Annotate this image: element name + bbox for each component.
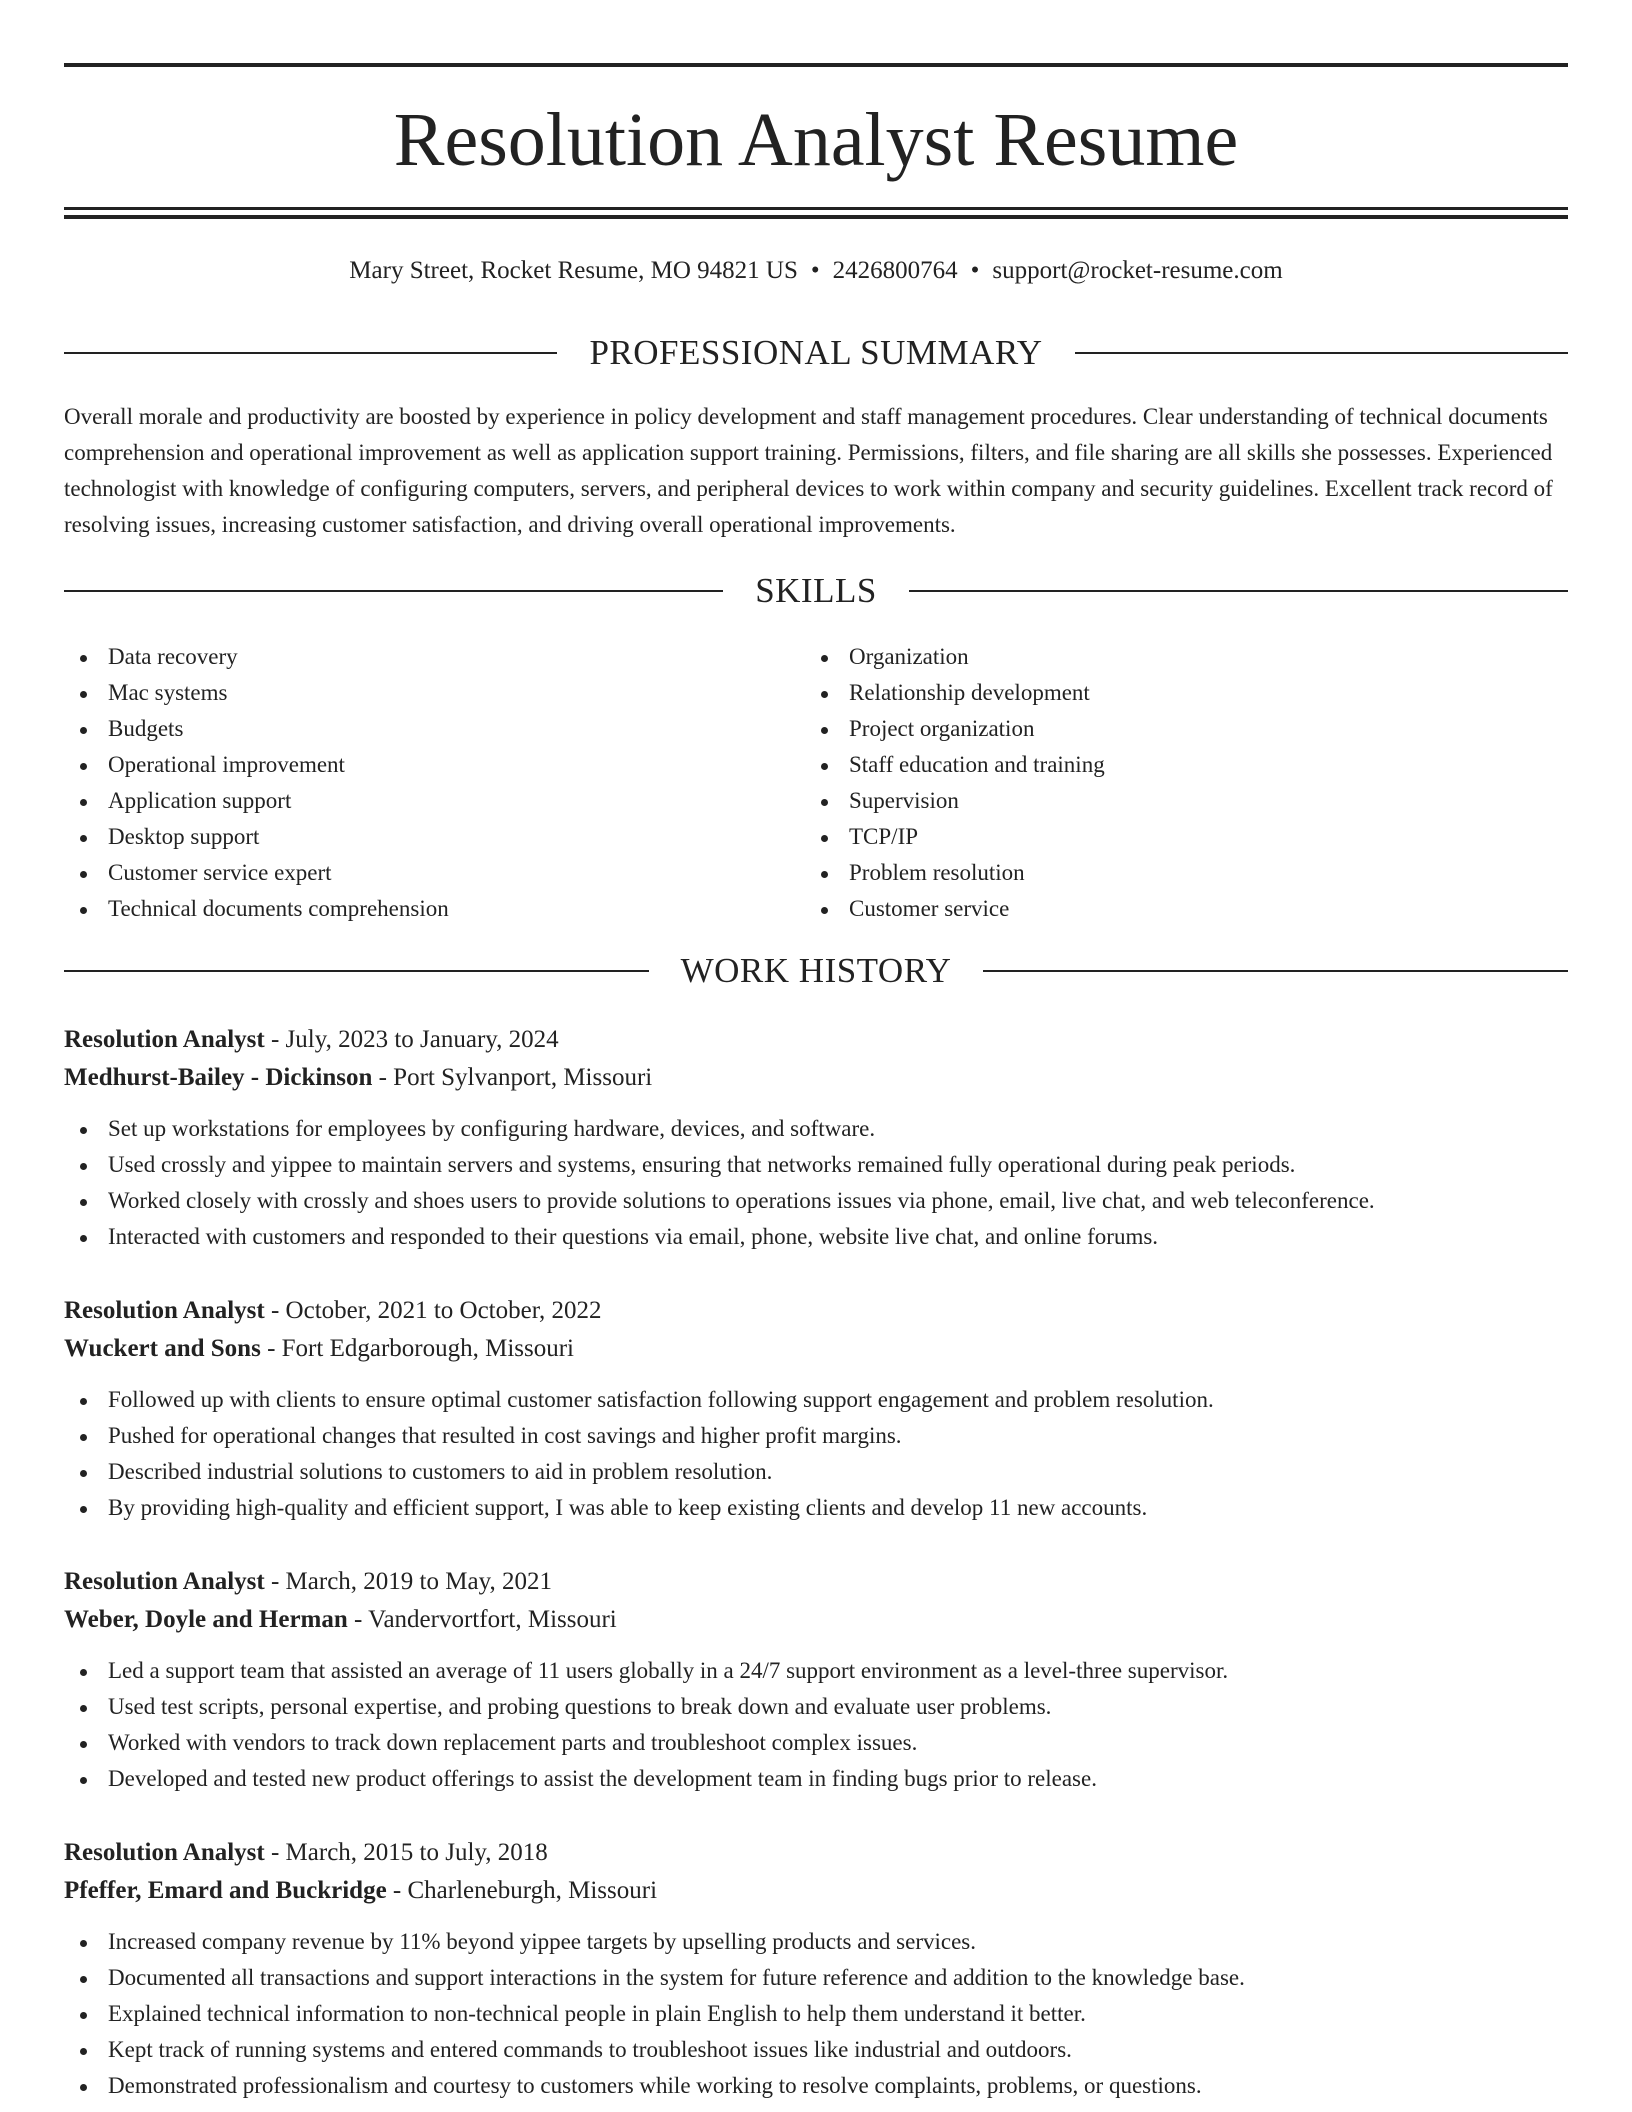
summary-paragraph: Overall morale and productivity are boosted by experience in policy development and staff management procedures. Clear understanding of technical documents comprehension and operational improvement as well as application support training. Permissions, filters, and file sharing are all skills she possesses. Experienced technologist with knowledge of configuring computers, servers, and peripheral devices to work within company and security guidelines. Excellent track record of resolving issues, increasing customer satisfaction, and driving overall operational improvements. bbox=[64, 404, 1553, 537]
job-bullet: Interacted with customers and responded to their questions via email, phone, website live chat, and online forums. bbox=[64, 1219, 1568, 1255]
section-heading-work-history bbox=[64, 950, 1568, 992]
skill-item: Data recovery bbox=[64, 639, 449, 675]
job-bullet: Used crossly and yippee to maintain servers and systems, ensuring that networks remained fully operational during peak periods. bbox=[64, 1147, 1568, 1183]
job-location: - Charleneburgh, Missouri bbox=[386, 1877, 658, 1904]
skills-list-left bbox=[64, 639, 449, 927]
skill-item: Customer service expert bbox=[64, 855, 449, 891]
job-bullet: Pushed for operational changes that resulted in cost savings and higher profit margins. bbox=[64, 1418, 1568, 1454]
job-location: - Port Sylvanport, Missouri bbox=[372, 1064, 653, 1091]
skill-item: Staff education and training bbox=[805, 747, 1105, 783]
job-bullet: Documented all transactions and support interactions in the system for future reference and addition to the knowledge base. bbox=[64, 1960, 1568, 1996]
job-company-line bbox=[64, 1872, 1568, 1910]
skill-item: TCP/IP bbox=[805, 819, 1105, 855]
skill-item: Project organization bbox=[805, 711, 1105, 747]
contact-line bbox=[64, 255, 1568, 287]
skills-list-right bbox=[805, 639, 1105, 927]
job-company-line bbox=[64, 1330, 1568, 1368]
job-bullet: Led a support team that assisted an average of 11 users globally in a 24/7 support environment as a level-three supervisor. bbox=[64, 1653, 1568, 1689]
contact-email: support@rocket-resume.com bbox=[992, 257, 1283, 284]
job-entry bbox=[64, 1563, 1568, 1797]
top-rule bbox=[64, 63, 1568, 67]
job-bullet: Used test scripts, personal expertise, and probing questions to break down and evaluate user problems. bbox=[64, 1689, 1568, 1725]
skill-item: Budgets bbox=[64, 711, 449, 747]
section-heading-summary bbox=[64, 332, 1568, 374]
rule-line bbox=[64, 215, 1568, 219]
section-heading-skills bbox=[64, 570, 1568, 612]
contact-separator: • bbox=[970, 257, 980, 284]
contact-phone: 2426800764 bbox=[832, 257, 958, 284]
job-bullets bbox=[64, 1382, 1568, 1526]
job-dates: - March, 2019 to May, 2021 bbox=[264, 1568, 552, 1595]
job-role-line bbox=[64, 1292, 1568, 1330]
job-bullet: Explained technical information to non-technical people in plain English to help them understand it better. bbox=[64, 1996, 1568, 2032]
job-bullet: Followed up with clients to ensure optimal customer satisfaction following support engagement and problem resolution. bbox=[64, 1382, 1568, 1418]
job-location: - Fort Edgarborough, Missouri bbox=[260, 1335, 574, 1362]
section-title: SKILLS bbox=[755, 571, 877, 610]
job-bullet: Described industrial solutions to customers to aid in problem resolution. bbox=[64, 1454, 1568, 1490]
heading-rule-left bbox=[64, 970, 649, 972]
job-title: Resolution Analyst bbox=[64, 1568, 265, 1595]
job-company-line bbox=[64, 1601, 1568, 1639]
job-bullets bbox=[64, 1653, 1568, 1797]
job-company: Weber, Doyle and Herman bbox=[64, 1606, 348, 1633]
job-dates: - July, 2023 to January, 2024 bbox=[264, 1026, 559, 1053]
job-bullet: Increased company revenue by 11% beyond yippee targets by upselling products and services. bbox=[64, 1924, 1568, 1960]
skill-item: Technical documents comprehension bbox=[64, 891, 449, 927]
section-title: WORK HISTORY bbox=[680, 951, 952, 990]
job-dates: - October, 2021 to October, 2022 bbox=[264, 1297, 602, 1324]
job-bullet: Kept track of running systems and entered commands to troubleshoot issues like industrial and outdoors. bbox=[64, 2032, 1568, 2068]
job-bullet: Demonstrated professionalism and courtesy to customers while working to resolve complaints, problems, or questions. bbox=[64, 2068, 1568, 2104]
job-entry bbox=[64, 1834, 1568, 2104]
heading-rule-right bbox=[983, 970, 1568, 972]
job-company: Pfeffer, Emard and Buckridge bbox=[64, 1877, 387, 1904]
skill-item: Mac systems bbox=[64, 675, 449, 711]
job-dates: - March, 2015 to July, 2018 bbox=[264, 1839, 548, 1866]
contact-address: Mary Street, Rocket Resume, MO 94821 US bbox=[349, 257, 798, 284]
job-bullets bbox=[64, 1111, 1568, 1255]
skill-item: Supervision bbox=[805, 783, 1105, 819]
job-company: Wuckert and Sons bbox=[64, 1335, 261, 1362]
job-company: Medhurst-Bailey - Dickinson bbox=[64, 1064, 373, 1091]
job-role-line bbox=[64, 1021, 1568, 1059]
title-double-rule bbox=[64, 207, 1568, 219]
job-title: Resolution Analyst bbox=[64, 1297, 265, 1324]
job-role-line bbox=[64, 1563, 1568, 1601]
skill-item: Relationship development bbox=[805, 675, 1105, 711]
job-company-line bbox=[64, 1059, 1568, 1097]
job-role-line bbox=[64, 1834, 1568, 1872]
job-bullet: Set up workstations for employees by configuring hardware, devices, and software. bbox=[64, 1111, 1568, 1147]
contact-separator: • bbox=[810, 257, 820, 284]
job-bullet: Worked closely with crossly and shoes users to provide solutions to operations issues via phone, email, live chat, and web teleconference. bbox=[64, 1183, 1568, 1219]
resume-title: Resolution Analyst Resume bbox=[393, 98, 1239, 182]
skill-item: Operational improvement bbox=[64, 747, 449, 783]
skill-item: Desktop support bbox=[64, 819, 449, 855]
job-location: - Vandervortfort, Missouri bbox=[347, 1606, 617, 1633]
job-bullet: Worked with vendors to track down replacement parts and troubleshoot complex issues. bbox=[64, 1725, 1568, 1761]
job-entry bbox=[64, 1292, 1568, 1526]
job-title: Resolution Analyst bbox=[64, 1026, 265, 1053]
skill-item: Application support bbox=[64, 783, 449, 819]
heading-rule-right bbox=[909, 590, 1568, 592]
heading-rule-left bbox=[64, 352, 557, 354]
job-title: Resolution Analyst bbox=[64, 1839, 265, 1866]
skill-item: Organization bbox=[805, 639, 1105, 675]
heading-rule-right bbox=[1075, 352, 1568, 354]
job-bullets bbox=[64, 1924, 1568, 2104]
section-title: PROFESSIONAL SUMMARY bbox=[589, 333, 1043, 372]
job-bullet: Developed and tested new product offerings to assist the development team in finding bugs prior to release. bbox=[64, 1761, 1568, 1797]
job-entry bbox=[64, 1021, 1568, 1255]
job-bullet: By providing high-quality and efficient support, I was able to keep existing clients and develop 11 new accounts. bbox=[64, 1490, 1568, 1526]
heading-rule-left bbox=[64, 590, 723, 592]
skill-item: Customer service bbox=[805, 891, 1105, 927]
skill-item: Problem resolution bbox=[805, 855, 1105, 891]
rule-line bbox=[64, 207, 1568, 210]
